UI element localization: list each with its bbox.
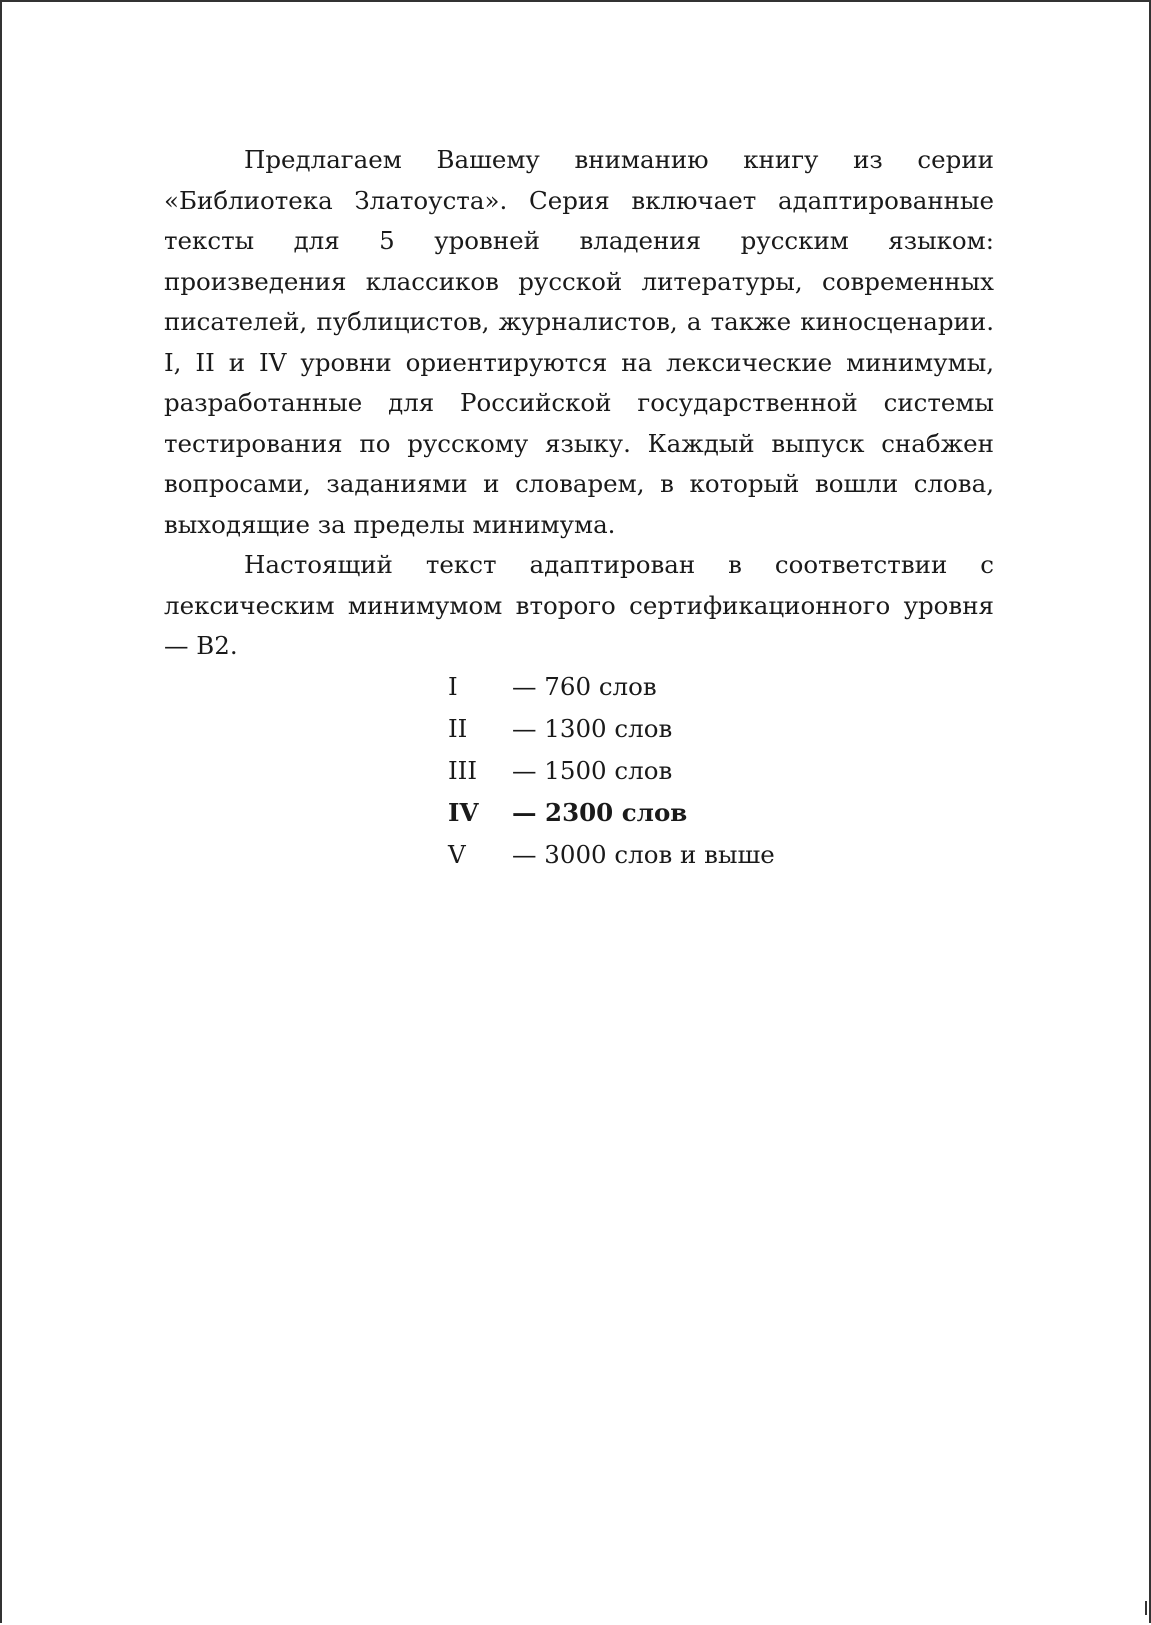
- level-list: [448, 666, 775, 876]
- level-row-1: [448, 666, 775, 708]
- level-row-2: [448, 708, 775, 750]
- corner-mark: [1145, 1601, 1147, 1615]
- level-numeral: V: [448, 840, 466, 869]
- level-row-3: [448, 750, 775, 792]
- level-row-4: [448, 792, 775, 834]
- level-numeral: II: [448, 714, 468, 743]
- level-numeral: IV: [448, 798, 479, 827]
- intro-text: [164, 140, 994, 667]
- level-row-5: [448, 834, 775, 876]
- level-word-count: — 1500 слов: [512, 756, 673, 785]
- level-word-count: — 760 слов: [512, 672, 657, 701]
- level-word-count: — 1300 слов: [512, 714, 673, 743]
- level-word-count: — 2300 слов: [512, 798, 688, 827]
- level-numeral: I: [448, 672, 458, 701]
- level-word-count: — 3000 слов и выше: [512, 840, 775, 869]
- intro-paragraph-2: Настоящий текст адаптирован в соответствии с лексическим минимумом второго сертификационного уровня — В2.: [164, 550, 994, 660]
- level-numeral: III: [448, 756, 478, 785]
- intro-paragraph-1: Предлагаем Вашему вниманию книгу из серии «Библиотека Златоуста». Серия включает адаптированные тексты для 5 уровней владения русским языком: произведения классиков русской литературы, современных писателей, публицистов, журналистов, а также киносценарии. I, II и IV уровни ориентируются на лексические минимумы, разработанные для Российской государственной системы тестирования по русскому языку. Каждый выпуск снабжен вопросами, заданиями и словарем, в который вошли слова, выходящие за пределы минимума.: [164, 145, 994, 539]
